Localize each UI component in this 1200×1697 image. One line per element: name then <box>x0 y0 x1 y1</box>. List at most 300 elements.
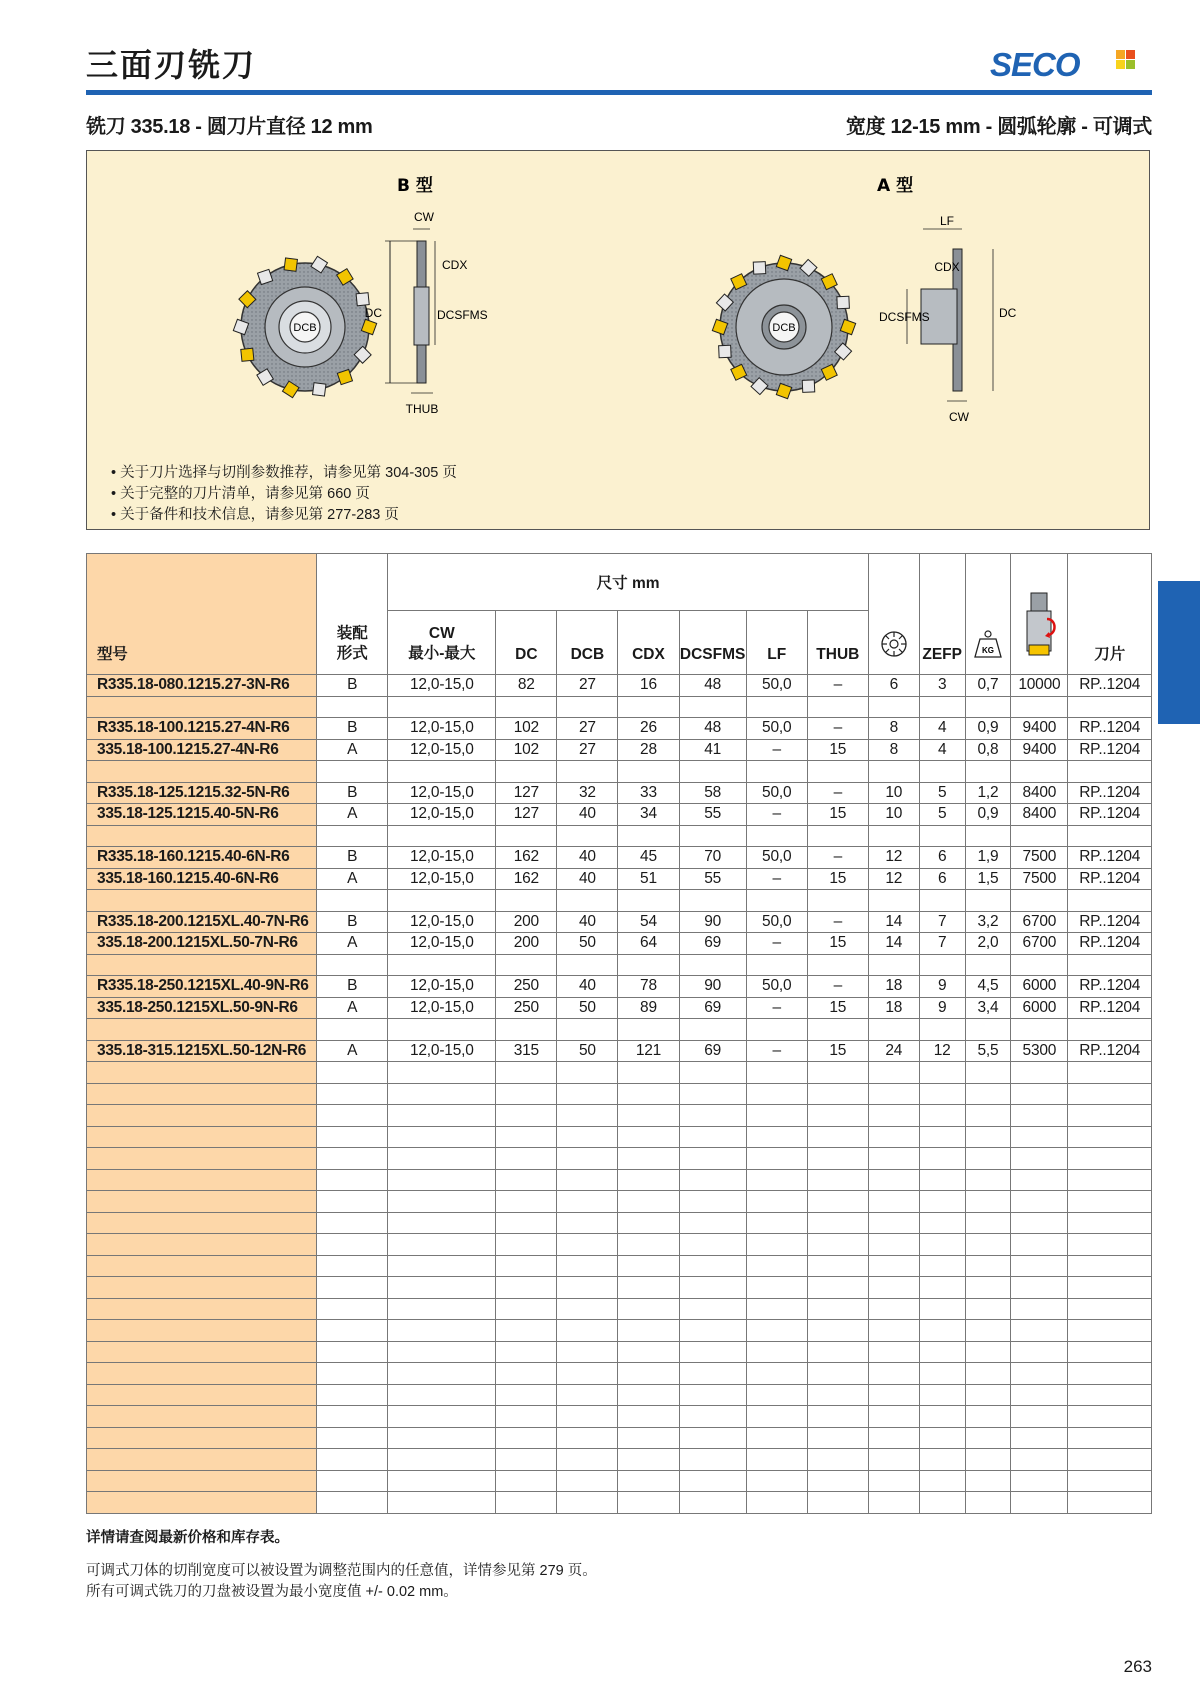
cell-kg <box>965 825 1011 847</box>
table-row-empty <box>87 1427 1152 1449</box>
table-row-empty <box>87 890 1152 912</box>
table-row-empty <box>87 1363 1152 1385</box>
cell-rpm <box>1011 1062 1068 1084</box>
cell-zefp: 9 <box>919 997 965 1019</box>
table-row-empty <box>87 1148 1152 1170</box>
cell-kg <box>965 1105 1011 1127</box>
cell-cdx <box>618 1191 679 1213</box>
cell-cdx: 28 <box>618 739 679 761</box>
cell-mount <box>317 1470 388 1492</box>
cell-insert <box>1068 1191 1152 1213</box>
cell-dcb <box>557 1019 618 1041</box>
cell-rpm <box>1011 1277 1068 1299</box>
cell-cw: 12,0-15,0 <box>388 675 496 697</box>
cell-cdx <box>618 1341 679 1363</box>
cell-model: R335.18-160.1215.40-6N-R6 <box>87 847 317 869</box>
cell-teeth <box>868 1169 919 1191</box>
cell-thub <box>807 761 868 783</box>
cell-insert <box>1068 1126 1152 1148</box>
cell-mount <box>317 890 388 912</box>
cell-zefp <box>919 1019 965 1041</box>
cell-thub <box>807 1105 868 1127</box>
cell-mount: A <box>317 804 388 826</box>
cell-dcb <box>557 1083 618 1105</box>
cell-dcb <box>557 1341 618 1363</box>
cell-rpm <box>1011 1492 1068 1514</box>
cell-zefp <box>919 1277 965 1299</box>
cell-thub: – <box>807 675 868 697</box>
cell-dc <box>496 1083 557 1105</box>
cell-kg <box>965 1169 1011 1191</box>
cell-dcb: 50 <box>557 933 618 955</box>
cell-kg <box>965 1255 1011 1277</box>
cell-model: R335.18-250.1215XL.40-9N-R6 <box>87 976 317 998</box>
cell-teeth <box>868 1255 919 1277</box>
dimensions-group-header: 尺寸 mm <box>388 554 869 611</box>
table-row <box>87 782 1152 804</box>
cell-mount: B <box>317 976 388 998</box>
cell-cw <box>388 1126 496 1148</box>
cell-thub <box>807 1427 868 1449</box>
cell-model: 335.18-315.1215XL.50-12N-R6 <box>87 1040 317 1062</box>
cell-model: R335.18-100.1215.27-4N-R6 <box>87 718 317 740</box>
cell-mount <box>317 761 388 783</box>
cell-cw <box>388 1341 496 1363</box>
cell-zefp <box>919 1427 965 1449</box>
cell-dcb: 27 <box>557 675 618 697</box>
cell-cdx <box>618 1062 679 1084</box>
cell-mount <box>317 1449 388 1471</box>
cell-lf: 50,0 <box>746 976 807 998</box>
cell-thub: 15 <box>807 997 868 1019</box>
table-row <box>87 718 1152 740</box>
cell-mount <box>317 1255 388 1277</box>
cell-teeth <box>868 890 919 912</box>
cell-zefp <box>919 1470 965 1492</box>
cell-rpm: 6000 <box>1011 997 1068 1019</box>
note-item: • 关于完整的刀片清单，请参见第 660 页 <box>111 486 370 502</box>
cell-kg <box>965 1019 1011 1041</box>
cell-dcb <box>557 1126 618 1148</box>
cell-rpm <box>1011 1298 1068 1320</box>
cell-insert <box>1068 1341 1152 1363</box>
cell-dcb: 27 <box>557 718 618 740</box>
cell-model <box>87 1470 317 1492</box>
cell-kg: 4,5 <box>965 976 1011 998</box>
cell-dcb <box>557 954 618 976</box>
cell-dcb <box>557 1427 618 1449</box>
cell-teeth: 10 <box>868 804 919 826</box>
insert-tooth <box>313 383 326 396</box>
cell-kg <box>965 1148 1011 1170</box>
cell-dcb <box>557 825 618 847</box>
cdx-label-a: CDX <box>934 260 960 274</box>
cell-thub <box>807 825 868 847</box>
cell-model <box>87 825 317 847</box>
cell-lf <box>746 1492 807 1514</box>
cell-zefp <box>919 1062 965 1084</box>
cell-thub <box>807 890 868 912</box>
cell-cdx: 45 <box>618 847 679 869</box>
table-row-empty <box>87 1019 1152 1041</box>
cell-mount <box>317 1105 388 1127</box>
cell-dcsfms: 55 <box>679 868 746 890</box>
cell-mount <box>317 1191 388 1213</box>
cell-mount <box>317 1148 388 1170</box>
cell-dcb: 50 <box>557 997 618 1019</box>
cell-mount <box>317 1320 388 1342</box>
cell-kg <box>965 1320 1011 1342</box>
cell-cw: 12,0-15,0 <box>388 1040 496 1062</box>
cell-lf <box>746 1298 807 1320</box>
table-row-empty <box>87 1320 1152 1342</box>
cell-insert <box>1068 1212 1152 1234</box>
cell-kg <box>965 1406 1011 1428</box>
cell-teeth: 14 <box>868 911 919 933</box>
cell-zefp: 5 <box>919 782 965 804</box>
cell-cdx <box>618 1320 679 1342</box>
cell-kg <box>965 761 1011 783</box>
cell-cdx <box>618 761 679 783</box>
cell-zefp <box>919 825 965 847</box>
cell-cdx <box>618 825 679 847</box>
cell-kg: 3,4 <box>965 997 1011 1019</box>
cell-kg <box>965 1492 1011 1514</box>
cell-dc: 82 <box>496 675 557 697</box>
cell-cdx <box>618 1126 679 1148</box>
cell-dcsfms: 69 <box>679 933 746 955</box>
cell-dcb <box>557 1363 618 1385</box>
dcsfms-label-a: DCSFMS <box>879 310 930 324</box>
cell-lf <box>746 1169 807 1191</box>
cell-kg <box>965 1341 1011 1363</box>
cell-dcb <box>557 1492 618 1514</box>
cell-insert <box>1068 1449 1152 1471</box>
cell-thub: – <box>807 847 868 869</box>
cell-zefp <box>919 1105 965 1127</box>
table-row <box>87 847 1152 869</box>
lf-label-a: LF <box>939 214 955 228</box>
cell-dcsfms <box>679 1384 746 1406</box>
cell-lf <box>746 890 807 912</box>
cell-model: R335.18-080.1215.27-3N-R6 <box>87 675 317 697</box>
cell-model <box>87 1384 317 1406</box>
cell-dcb <box>557 1320 618 1342</box>
cell-lf <box>746 1341 807 1363</box>
cell-teeth: 14 <box>868 933 919 955</box>
cell-lf <box>746 1320 807 1342</box>
cell-zefp <box>919 1298 965 1320</box>
cell-dc: 127 <box>496 804 557 826</box>
cell-lf: 50,0 <box>746 718 807 740</box>
col-cw: CW 最小-最大 <box>388 611 496 675</box>
table-row-empty <box>87 1083 1152 1105</box>
cell-teeth <box>868 1384 919 1406</box>
cell-teeth <box>868 1470 919 1492</box>
dc-label-b: DC <box>364 306 382 320</box>
cell-insert <box>1068 1169 1152 1191</box>
svg-text:KG: KG <box>981 646 994 655</box>
diagram-panel <box>86 150 1150 530</box>
cell-teeth <box>868 1126 919 1148</box>
cell-zefp <box>919 1449 965 1471</box>
cell-rpm <box>1011 1234 1068 1256</box>
cell-thub <box>807 696 868 718</box>
cell-dcsfms: 69 <box>679 1040 746 1062</box>
cell-mount <box>317 1019 388 1041</box>
cell-zefp <box>919 761 965 783</box>
cell-rpm <box>1011 1363 1068 1385</box>
cell-insert: RP..1204 <box>1068 911 1152 933</box>
cell-dcsfms: 70 <box>679 847 746 869</box>
cw-label-b: CW <box>414 210 434 224</box>
cell-dc <box>496 1019 557 1041</box>
cell-cw: 12,0-15,0 <box>388 718 496 740</box>
cell-dcb <box>557 1384 618 1406</box>
cell-cdx <box>618 1492 679 1514</box>
cell-dc <box>496 1105 557 1127</box>
cell-dc <box>496 1148 557 1170</box>
type-b-side-view <box>365 210 488 416</box>
cell-cw <box>388 1277 496 1299</box>
cell-dcsfms <box>679 761 746 783</box>
cell-teeth: 18 <box>868 997 919 1019</box>
cell-rpm: 6700 <box>1011 933 1068 955</box>
cell-model: 335.18-160.1215.40-6N-R6 <box>87 868 317 890</box>
cell-mount <box>317 1234 388 1256</box>
cell-thub <box>807 1298 868 1320</box>
cell-dcsfms <box>679 1191 746 1213</box>
cell-dcsfms <box>679 954 746 976</box>
cell-model <box>87 890 317 912</box>
cell-lf <box>746 1148 807 1170</box>
cell-insert: RP..1204 <box>1068 718 1152 740</box>
cell-lf <box>746 1126 807 1148</box>
cell-kg <box>965 1470 1011 1492</box>
type-b-label: B 型 <box>397 176 433 196</box>
cell-rpm <box>1011 954 1068 976</box>
cell-thub <box>807 1406 868 1428</box>
cell-kg: 2,0 <box>965 933 1011 955</box>
cell-cw: 12,0-15,0 <box>388 911 496 933</box>
cell-model <box>87 1363 317 1385</box>
cell-model <box>87 954 317 976</box>
cell-dcsfms <box>679 1320 746 1342</box>
cell-mount: B <box>317 675 388 697</box>
cell-zefp: 9 <box>919 976 965 998</box>
cell-dcsfms <box>679 1148 746 1170</box>
cell-rpm <box>1011 1320 1068 1342</box>
cell-rpm <box>1011 1083 1068 1105</box>
cell-rpm <box>1011 1191 1068 1213</box>
cell-cdx <box>618 1255 679 1277</box>
cell-insert <box>1068 1384 1152 1406</box>
cell-insert <box>1068 1277 1152 1299</box>
table-row-empty <box>87 1255 1152 1277</box>
cell-cw <box>388 1406 496 1428</box>
cell-thub <box>807 1384 868 1406</box>
cell-thub <box>807 1492 868 1514</box>
cell-model <box>87 1234 317 1256</box>
cell-kg: 0,8 <box>965 739 1011 761</box>
cell-model <box>87 1126 317 1148</box>
cell-teeth <box>868 1320 919 1342</box>
cell-mount: A <box>317 868 388 890</box>
cell-cw <box>388 1105 496 1127</box>
cell-dcb <box>557 890 618 912</box>
col-insert: 刀片 <box>1068 554 1152 675</box>
cell-dcb: 40 <box>557 868 618 890</box>
cell-dcsfms <box>679 1126 746 1148</box>
cell-thub <box>807 1449 868 1471</box>
table-row-empty <box>87 1406 1152 1428</box>
cell-thub <box>807 1126 868 1148</box>
cell-dcb <box>557 696 618 718</box>
cell-teeth: 6 <box>868 675 919 697</box>
table-row-empty <box>87 1105 1152 1127</box>
cell-dc <box>496 1492 557 1514</box>
cell-cw <box>388 1384 496 1406</box>
cell-cw <box>388 1427 496 1449</box>
table-row-empty <box>87 1062 1152 1084</box>
footer-note-preset: 所有可调式铣刀的刀盘被设置为最小宽度值 +/- 0.02 mm。 <box>86 1584 458 1600</box>
cell-cw <box>388 1083 496 1105</box>
cell-insert: RP..1204 <box>1068 868 1152 890</box>
cell-model <box>87 696 317 718</box>
cell-insert <box>1068 761 1152 783</box>
cell-teeth <box>868 1449 919 1471</box>
header-rule <box>86 90 1152 95</box>
cell-thub: – <box>807 782 868 804</box>
cell-rpm <box>1011 1148 1068 1170</box>
cell-insert <box>1068 1255 1152 1277</box>
cell-dc <box>496 696 557 718</box>
cell-kg: 0,9 <box>965 804 1011 826</box>
cell-cdx <box>618 1449 679 1471</box>
cell-cw <box>388 1363 496 1385</box>
cell-zefp: 7 <box>919 933 965 955</box>
cell-dc <box>496 1169 557 1191</box>
cell-teeth <box>868 1083 919 1105</box>
cell-dcb <box>557 1277 618 1299</box>
cell-cw <box>388 954 496 976</box>
cell-thub <box>807 1062 868 1084</box>
cell-mount <box>317 1363 388 1385</box>
cell-mount: A <box>317 739 388 761</box>
cell-lf <box>746 1470 807 1492</box>
cell-rpm <box>1011 890 1068 912</box>
cell-teeth <box>868 696 919 718</box>
cell-thub <box>807 1148 868 1170</box>
cell-cw <box>388 1148 496 1170</box>
cell-lf <box>746 1384 807 1406</box>
cell-mount: B <box>317 782 388 804</box>
cell-rpm <box>1011 1212 1068 1234</box>
cell-dc <box>496 1062 557 1084</box>
table-row-empty <box>87 1277 1152 1299</box>
cell-dcb <box>557 1234 618 1256</box>
cell-kg <box>965 1277 1011 1299</box>
mount-header: 装配 形式 <box>336 625 368 662</box>
cell-model <box>87 1427 317 1449</box>
cell-teeth <box>868 1105 919 1127</box>
cell-lf: – <box>746 804 807 826</box>
cutter-diagrams <box>87 151 1149 451</box>
cell-thub <box>807 1470 868 1492</box>
cell-thub: 15 <box>807 1040 868 1062</box>
table-row-empty <box>87 761 1152 783</box>
cell-cdx <box>618 1470 679 1492</box>
cell-insert <box>1068 1234 1152 1256</box>
table-row <box>87 1040 1152 1062</box>
cell-insert <box>1068 1427 1152 1449</box>
cell-teeth: 12 <box>868 847 919 869</box>
cell-dcsfms: 48 <box>679 718 746 740</box>
cell-thub: – <box>807 976 868 998</box>
cell-insert: RP..1204 <box>1068 976 1152 998</box>
cell-zefp <box>919 1234 965 1256</box>
type-b-cutter-face <box>233 256 376 397</box>
cell-cw <box>388 1212 496 1234</box>
cell-lf <box>746 954 807 976</box>
cell-cdx <box>618 1212 679 1234</box>
cell-lf: – <box>746 997 807 1019</box>
cell-dcsfms <box>679 696 746 718</box>
cell-lf <box>746 1234 807 1256</box>
cell-zefp <box>919 1384 965 1406</box>
cell-mount <box>317 954 388 976</box>
dcb-label-a: DCB <box>772 322 796 334</box>
cell-dcsfms <box>679 1277 746 1299</box>
cell-insert: RP..1204 <box>1068 933 1152 955</box>
insert-tooth <box>241 348 254 361</box>
cell-mount <box>317 1169 388 1191</box>
cell-zefp: 4 <box>919 739 965 761</box>
cell-teeth <box>868 761 919 783</box>
cell-lf: – <box>746 1040 807 1062</box>
cell-insert <box>1068 1470 1152 1492</box>
cell-cw <box>388 1320 496 1342</box>
cell-lf <box>746 1406 807 1428</box>
cell-mount: A <box>317 997 388 1019</box>
cell-model: 335.18-250.1215XL.50-9N-R6 <box>87 997 317 1019</box>
cell-model <box>87 1341 317 1363</box>
cell-cw <box>388 761 496 783</box>
cell-insert <box>1068 1062 1152 1084</box>
cell-zefp <box>919 890 965 912</box>
cell-insert <box>1068 1406 1152 1428</box>
cell-dc: 250 <box>496 997 557 1019</box>
cell-lf <box>746 1449 807 1471</box>
cell-dcsfms: 90 <box>679 976 746 998</box>
cell-zefp <box>919 1492 965 1514</box>
cell-kg <box>965 890 1011 912</box>
cell-cdx: 78 <box>618 976 679 998</box>
cell-lf: – <box>746 739 807 761</box>
cell-thub <box>807 1320 868 1342</box>
cell-dc <box>496 1341 557 1363</box>
cell-teeth: 8 <box>868 718 919 740</box>
cell-cdx: 54 <box>618 911 679 933</box>
cell-cdx <box>618 954 679 976</box>
cell-model: R335.18-200.1215XL.40-7N-R6 <box>87 911 317 933</box>
cell-mount <box>317 696 388 718</box>
cell-cw <box>388 1169 496 1191</box>
table-row <box>87 933 1152 955</box>
cell-kg: 3,2 <box>965 911 1011 933</box>
cell-model <box>87 1406 317 1428</box>
subtitle-left: 铣刀 335.18 - 圆刀片直径 12 mm <box>86 116 373 138</box>
